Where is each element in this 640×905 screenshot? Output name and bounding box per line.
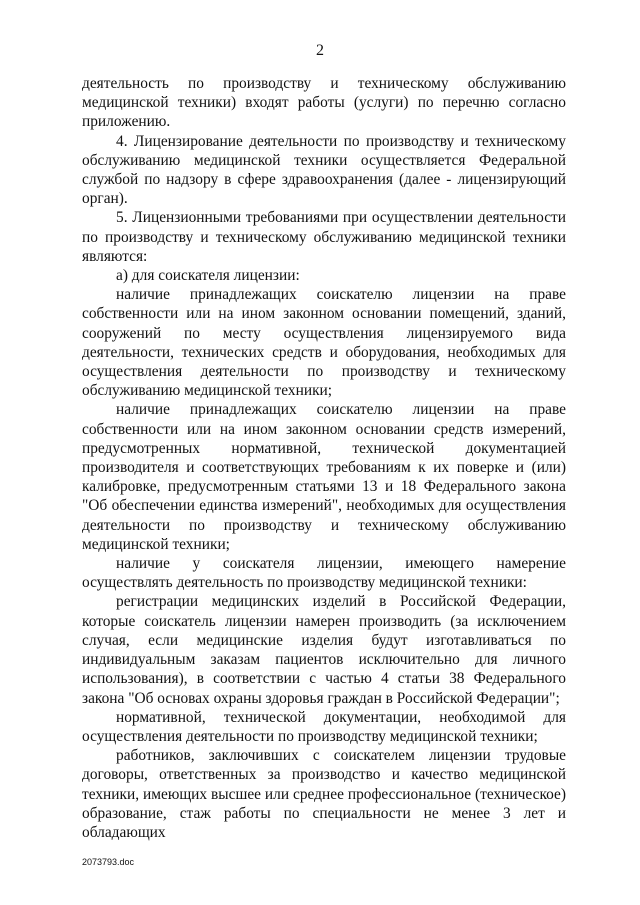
document-body [82,74,566,842]
paragraph: регистрации медицинских изделий в Российской Федерации, которые соискатель лицензии намерен производить (за исключением случая, если медицинские изделия будут изготавливаться по индивидуальным заказам пациентов исключительно для личного использования), в соответствии с частью 4 статьи 38 Федерального закона "Об основах охраны здоровья граждан в Российской Федерации"; [82,593,566,707]
page-number: 2 [316,42,324,59]
paragraph: деятельность по производству и техническому обслуживанию медицинской техники) входят работы (услуги) по перечню согласно приложению. [82,75,566,131]
paragraph: 4. Лицензирование деятельности по производству и техническому обслуживанию медицинской техники осуществляется Федеральной службой по надзору в сфере здравоохранения (далее - лицензирующий орган). [82,132,566,208]
paragraph: наличие у соискателя лицензии, имеющего намерение осуществлять деятельность по производству медицинской техники: [82,555,566,592]
paragraph: наличие принадлежащих соискателю лицензии на праве собственности или на ином законном основании помещений, зданий, сооружений по месту осуществления лицензируемого вида деятельности, технических средств и оборудования, необходимых для осуществления деятельности по производству и техническому обслуживанию медицинской техники; [82,286,566,400]
file-name-footer: 2073793.doc [82,857,135,867]
paragraph: наличие принадлежащих соискателю лицензии на праве собственности или на ином законном основании средств измерений, предусмотренных нормативной, технической документацией производителя и соответствующих требованиям к их поверке и (или) калибровке, предусмотренным статьями 13 и 18 Федерального закона "Об обеспечении единства измерений", необходимых для осуществления деятельности по производству и техническому обслуживанию медицинской техники; [82,401,566,553]
paragraph: работников, заключивших с соискателем лицензии трудовые договоры, ответственных за производство и качество медицинской техники, имеющих высшее или среднее профессиональное (техническое) образование, стаж работы по специальности не менее 3 лет и обладающих [82,747,566,841]
paragraph: нормативной, технической документации, необходимой для осуществления деятельности по производству медицинской техники; [82,708,566,745]
paragraph: а) для соискателя лицензии: [116,267,300,285]
paragraph: 5. Лицензионными требованиями при осуществлении деятельности по производству и техническому обслуживанию медицинской техники являются: [82,209,566,265]
